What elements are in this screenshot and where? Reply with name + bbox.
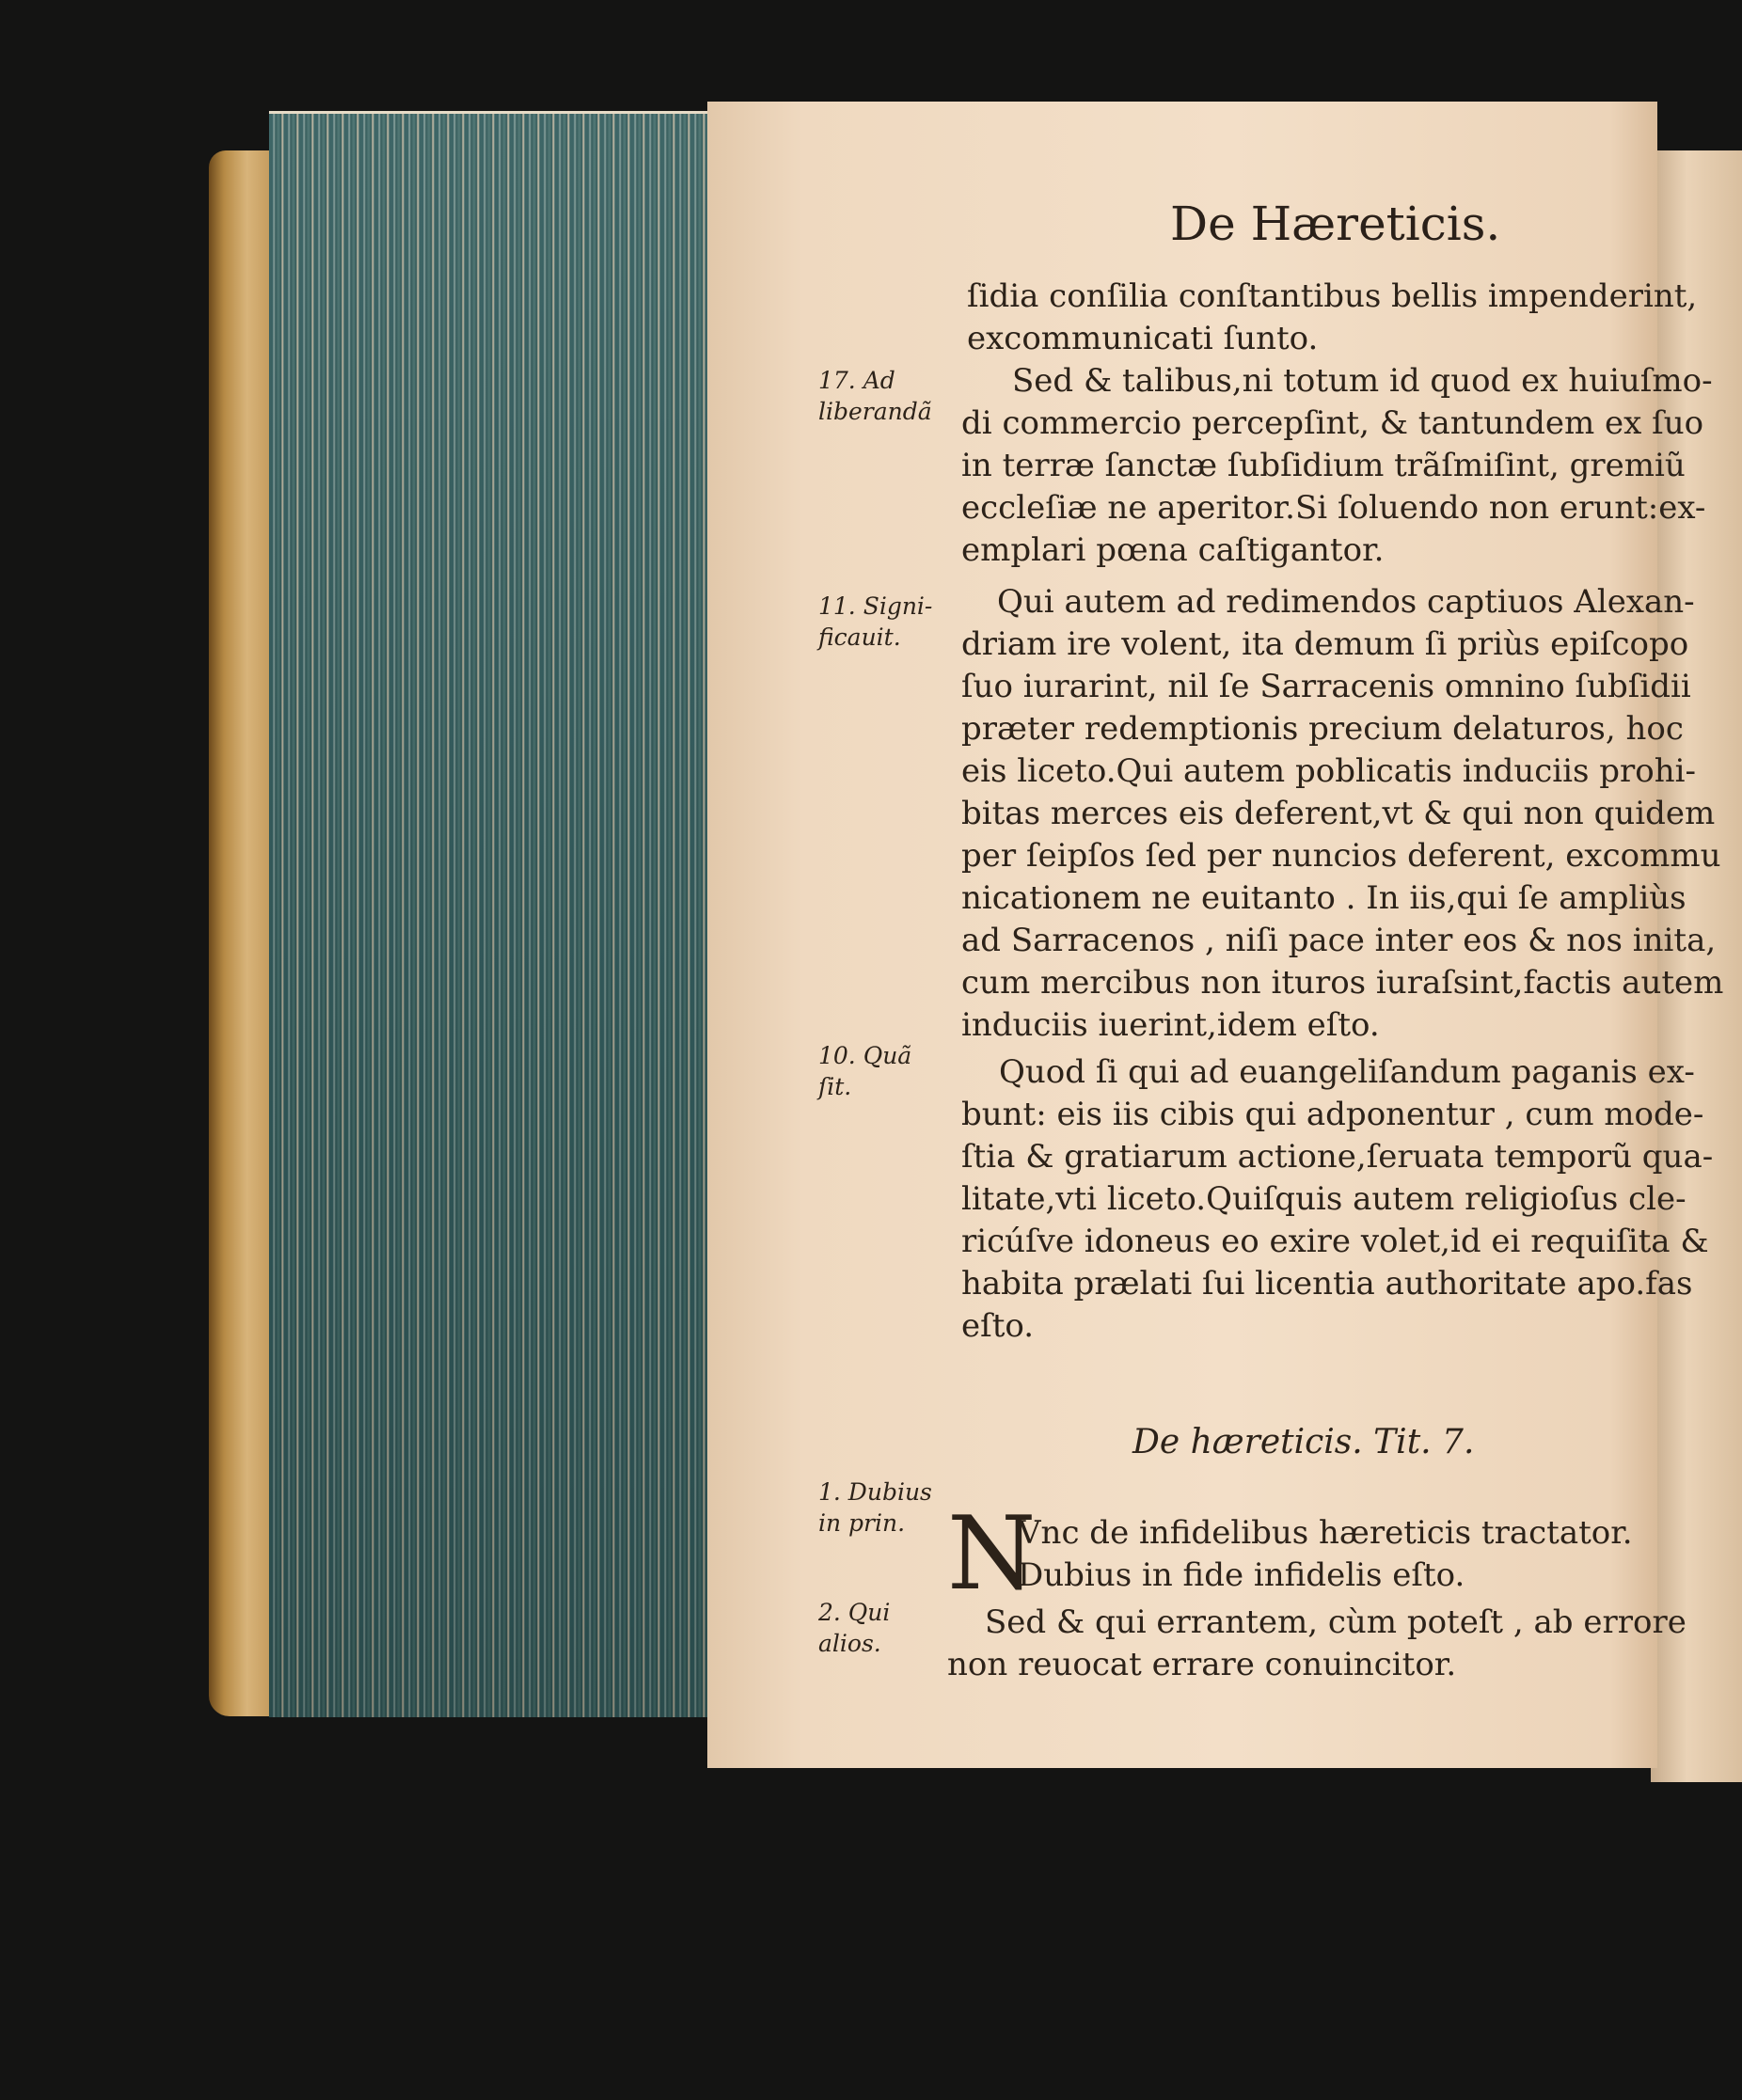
margin-note: 2. Qui alios. — [818, 1599, 891, 1657]
text-line: nicationem ne euitanto . In iis,qui ſe ampliùs — [961, 879, 1687, 917]
text-line: di commercio percepſint, & tantundem ex ſuo — [961, 404, 1704, 442]
running-head: De Hæreticis. — [1170, 197, 1501, 251]
text-line: eccleſiæ ne aperitor.Si ſoluendo non erunt:ex- — [961, 489, 1706, 527]
text-line: ad Sarracenos , niſi pace inter eos & nos inita, — [961, 922, 1717, 959]
text-line: emplari pœna caſtigantor. — [961, 531, 1385, 569]
text-line: eſto. — [961, 1307, 1035, 1345]
section-title: De hæreticis. Tit. 7. — [1132, 1423, 1475, 1461]
text-line: in terræ ſanctæ ſubſidium trãſmiſint, gremiũ — [961, 447, 1686, 484]
text-line: Vnc de infidelibus hæreticis tractator. — [1018, 1514, 1633, 1552]
text-line: bunt: eis iis cibis qui adponentur , cum mode- — [961, 1096, 1704, 1133]
text-line: ſidia conſilia conſtantibus bellis impenderint, — [967, 277, 1698, 315]
text-line: Quod ſi qui ad euangeliſandum paganis ex- — [999, 1053, 1695, 1091]
text-line: eis liceto.Qui autem poblicatis induciis prohi- — [961, 752, 1697, 790]
text-line: per ſeipſos ſed per nuncios deferent, excommu — [961, 837, 1721, 875]
margin-note: 10. Quã ſit. — [818, 1042, 912, 1100]
text-line: ſtia & gratiarum actione,ſeruata temporũ qua- — [961, 1138, 1714, 1176]
text-line: ſuo iurarint, nil ſe Sarracenis omnino ſubſidii — [961, 668, 1691, 705]
margin-note: 11. Signi- ficauit. — [818, 592, 933, 651]
text-line: non reuocat errare conuincitor. — [947, 1646, 1457, 1683]
text-line: driam ire volent, ita demum ſi priùs epiſcopo — [961, 625, 1689, 663]
text-line: Sed & talibus,ni totum id quod ex huiuſmo- — [1012, 362, 1713, 400]
text-block-edges — [269, 111, 744, 1717]
margin-note: 1. Dubius in prin. — [818, 1478, 932, 1537]
text-line: Sed & qui errantem, cùm poteſt , ab errore — [985, 1603, 1687, 1641]
text-line: Qui autem ad redimendos captiuos Alexan- — [997, 583, 1695, 621]
text-line: cum mercibus non ituros iuraſsint,factis autem — [961, 964, 1724, 1002]
text-line: bitas merces eis deferent,vt & qui non quidem — [961, 795, 1716, 832]
text-line: ricúſve idoneus eo exire volet,id ei requiſita & — [961, 1223, 1709, 1260]
text-line: litate,vti liceto.Quiſquis autem religioſus cle- — [961, 1180, 1687, 1218]
text-line: habita prælati ſui licentia authoritate apo.fas — [961, 1265, 1693, 1303]
text-line: induciis iuerint,idem eſto. — [961, 1006, 1380, 1044]
text-line: excommunicati ſunto. — [967, 320, 1319, 357]
text-line: Dubius in fide infidelis eſto. — [1018, 1556, 1465, 1594]
text-line: præter redemptionis precium delaturos, hoc — [961, 710, 1684, 748]
drop-cap: N — [947, 1495, 1037, 1613]
book-page — [707, 102, 1724, 1768]
margin-note: 17. Ad liberandã — [818, 367, 932, 425]
